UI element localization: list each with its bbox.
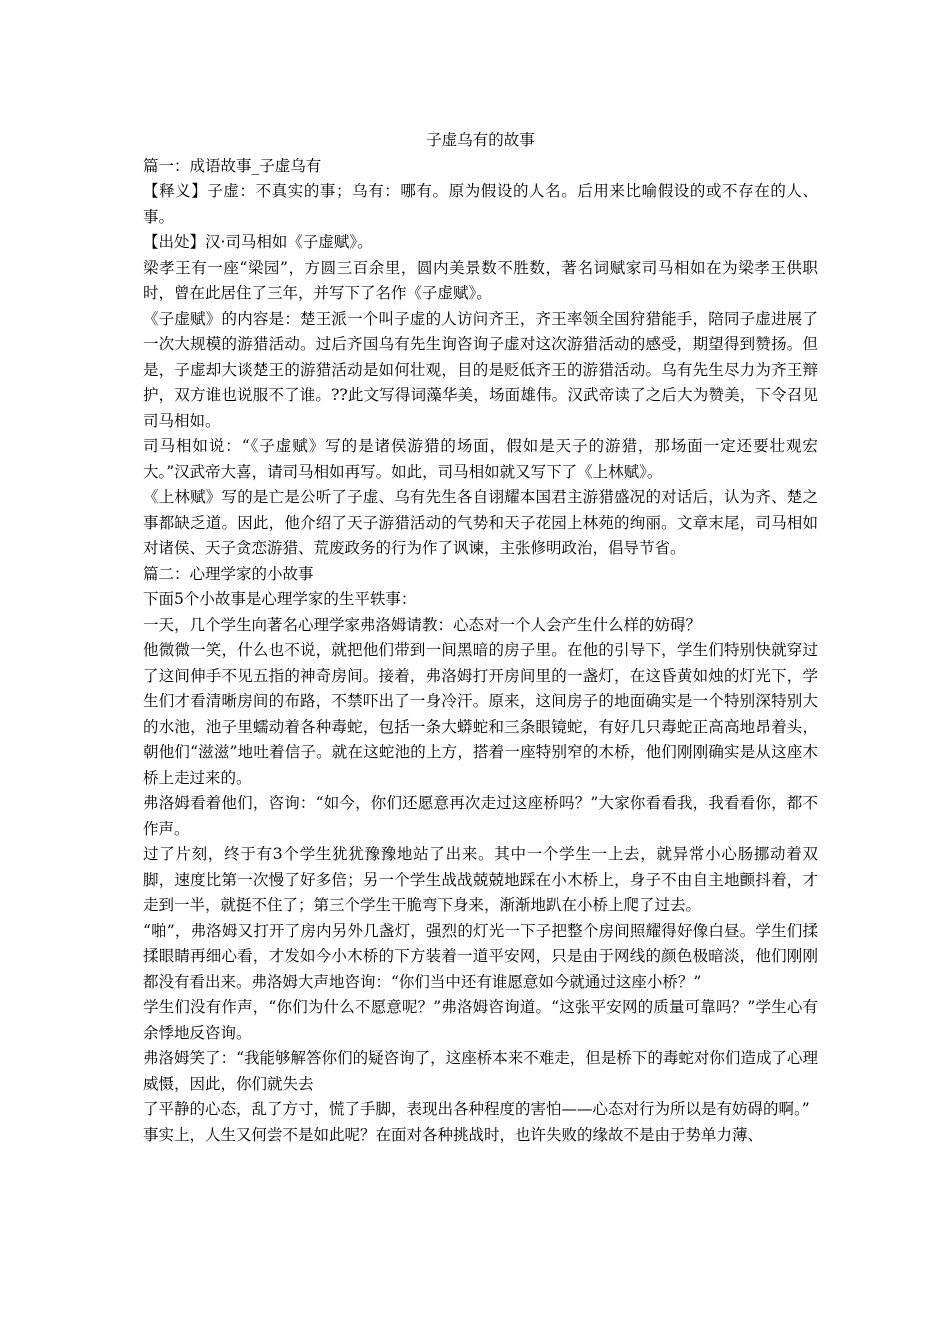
paragraph: 事实上，人生又何尝不是如此呢？在面对各种挑战时，也许失败的缘故不是由于势单力薄、 — [143, 1125, 764, 1144]
paragraph: “啪”，弗洛姆又打开了房内另外几盏灯，强烈的灯光一下子把整个房间照耀得好像白昼。学生们揉揉眼睛再细心看，才发如今小木桥的下方装着一道平安网，只是由于网线的颜色极暗淡，他们刚刚都没有看出来。弗洛姆大声地咨询：“你们当中还有谁愿意如今就通过这座小桥？” — [143, 921, 818, 991]
paragraph: 《上林赋》写的是亡是公听了子虚、乌有先生各自诩耀本国君主游猎盛况的对话后，认为齐、楚之事都缺乏道。因此，他介绍了天子游猎活动的气势和天子花园上林苑的绚丽。文章末尾，司马相如对诸侯、天子贪恋游猎、荒废政务的行为作了讽谏，主张修明政治，倡导节省。 — [143, 488, 818, 557]
paragraph: 篇一：成语故事_子虚乌有 — [143, 156, 322, 175]
paragraph: 他微微一笑，什么也不说，就把他们带到一间黑暗的房子里。在他的引导下，学生们特别快就穿过了这间伸手不见五指的神奇房间。接着，弗洛姆打开房间里的一盏灯，在这昏黄如烛的灯光下，学生们才看清晰房间的布路，不禁吓出了一身冷汗。原来，这间房子的地面确实是一个特别深特别大的水池，池子里蠕动着各种毒蛇，包括一条大蟒蛇和三条眼镜蛇，有好几只毒蛇正高高地昂着头，朝他们“滋滋”地吐着信子。就在这蛇池的上方，搭着一座特别窄的木桥，他们刚刚确实是从这座木桥上走过来的。 — [143, 641, 818, 787]
paragraph: 学生们没有作声，“你们为什么不愿意呢？”弗洛姆咨询道。“这张平安网的质量可靠吗？”学生心有余悸地反咨询。 — [143, 998, 818, 1042]
paragraph: 过了片刻，终于有3个学生犹犹豫豫地站了出来。其中一个学生一上去，就异常小心肠挪动着双脚，速度比第一次慢了好多倍；另一个学生战战兢兢地踩在小木桥上，身子不由自主地颤抖着，才走到一半，就挺不住了；第三个学生干脆弯下身来，渐渐地趴在小桥上爬了过去。 — [143, 845, 818, 914]
section-heading: 篇二：心理学家的小故事 — [143, 564, 314, 583]
paragraph: 【释义】子虚：不真实的事；乌有：哪有。原为假设的人名。后用来比喻假设的或不存在的人、事。 — [143, 182, 818, 226]
paragraph: 下面5个小故事是心理学家的生平轶事： — [143, 590, 417, 608]
paragraph: 《子虚赋》的内容是：楚王派一个叫子虚的人访问齐王，齐王率领全国狩猎能手，陪同子虚进展了一次大规模的游猎活动。过后齐国乌有先生询咨询子虚对这次游猎活动的感受，期望得到赞扬。但是，子虚却大谈楚王的游猎活动是如何壮观，目的是贬低齐王的游猎活动。乌有先生尽力为齐王辩护，双方谁也说服不了谁。??此文写得词藻华美，场面雄伟。汉武帝读了之后大为赞美，下令召见司马相如。 — [143, 309, 818, 430]
paragraph: 司马相如说：“《子虚赋》写的是诸侯游猎的场面，假如是天子的游猎，那场面一定还要壮观宏大。”汉武帝大喜，请司马相如再写。如此，司马相如就又写下了《上林赋》。 — [143, 437, 818, 481]
paragraph: 了平静的心态，乱了方寸，慌了手脚，表现出各种程度的害怕——心态对行为所以是有妨碍的啊。” — [143, 1100, 810, 1118]
paragraph: 一天，几个学生向著名心理学家弗洛姆请教：心态对一个人会产生什么样的妨碍？ — [143, 615, 702, 634]
document-title: 子虚乌有的故事 — [426, 131, 535, 149]
paragraph: 【出处】汉·司马相如《子虚赋》。 — [143, 233, 373, 251]
document-body — [143, 128, 818, 1148]
paragraph: 弗洛姆笑了：“我能够解答你们的疑咨询了，这座桥本来不难走，但是桥下的毒蛇对你们造成了心理威慑，因此，你们就失去 — [143, 1049, 818, 1093]
paragraph: 梁孝王有一座“梁园”，方圆三百余里，圆内美景数不胜数，著名词赋家司马相如在为梁孝王供职时，曾在此居住了三年，并写下了名作《子虚赋》。 — [143, 258, 818, 302]
paragraph: 弗洛姆看着他们，咨询：“如今，你们还愿意再次走过这座桥吗？”大家你看看我，我看看你，都不作声。 — [143, 794, 818, 838]
